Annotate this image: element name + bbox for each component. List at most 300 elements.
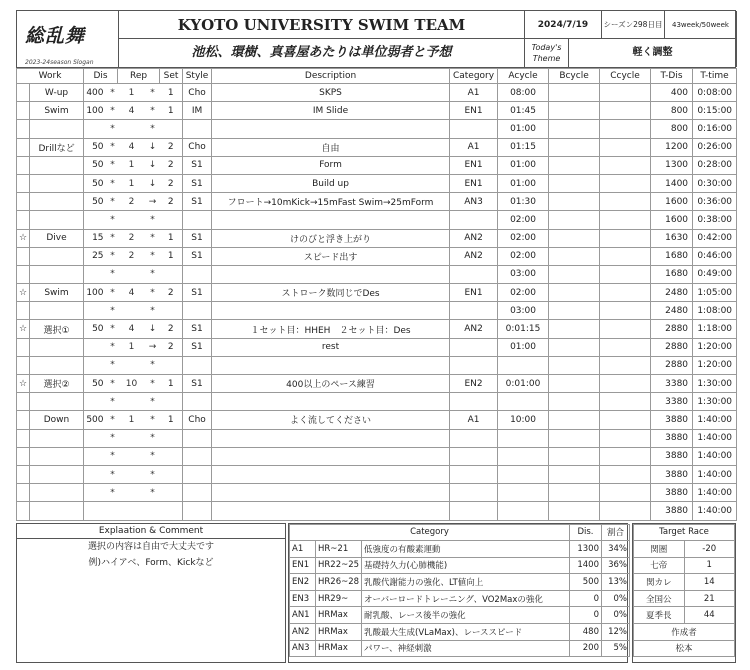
- bcycle-cell: [549, 484, 600, 502]
- rep-cell: 4: [118, 138, 146, 156]
- ccycle-cell: [600, 120, 651, 138]
- op-cell: *: [146, 375, 160, 393]
- table-row: [17, 375, 737, 393]
- col-tdis: T-Dis: [651, 69, 693, 84]
- star-marker: [17, 193, 30, 211]
- ccycle-cell: [600, 411, 651, 429]
- category-cell: A1: [450, 84, 498, 102]
- work-cell: Swim: [30, 102, 84, 120]
- category-hr: HR~21: [316, 541, 362, 558]
- dis-cell: 100: [84, 102, 108, 120]
- style-cell: S1: [183, 229, 212, 247]
- acycle-cell: 01:00: [498, 156, 549, 174]
- ccycle-cell: [600, 229, 651, 247]
- description-cell: [212, 211, 450, 229]
- table-row: [17, 84, 737, 102]
- category-cell: [450, 465, 498, 483]
- category-hr: HRMax: [316, 607, 362, 624]
- total-time-cell: 1:08:00: [693, 302, 737, 320]
- table-row: [17, 247, 737, 265]
- op-cell: *: [108, 265, 118, 283]
- dis-cell: 50: [84, 156, 108, 174]
- total-time-cell: 0:08:00: [693, 84, 737, 102]
- op-cell: *: [108, 465, 118, 483]
- work-cell: [30, 156, 84, 174]
- table-row: [17, 102, 737, 120]
- category-desc: 耐乳酸、レース後半の強化: [362, 607, 570, 624]
- race-name: 関カレ: [634, 574, 685, 591]
- style-cell: S1: [183, 247, 212, 265]
- op-cell: *: [146, 302, 160, 320]
- description-cell: Build up: [212, 174, 450, 192]
- op-cell: *: [108, 284, 118, 302]
- table-row: [17, 156, 737, 174]
- set-cell: 2: [160, 156, 183, 174]
- dis-cell: [84, 265, 108, 283]
- op-cell: *: [108, 229, 118, 247]
- category-pct: 13%: [602, 574, 630, 591]
- category-pct: 5%: [602, 640, 630, 657]
- category-code: AN2: [290, 624, 316, 641]
- category-cell: [450, 393, 498, 411]
- ccycle-cell: [600, 156, 651, 174]
- total-distance-cell: 1400: [651, 174, 693, 192]
- category-code: AN1: [290, 607, 316, 624]
- set-cell: [160, 120, 183, 138]
- acycle-cell: [498, 502, 549, 520]
- star-marker: [17, 302, 30, 320]
- bcycle-cell: [549, 393, 600, 411]
- category-dis: 0: [570, 607, 602, 624]
- dis-cell: 25: [84, 247, 108, 265]
- acycle-cell: 01:00: [498, 338, 549, 356]
- rep-cell: 1: [118, 338, 146, 356]
- op-cell: *: [146, 356, 160, 374]
- bcycle-cell: [549, 84, 600, 102]
- op-cell: *: [108, 174, 118, 192]
- rep-cell: 4: [118, 102, 146, 120]
- description-cell: [212, 465, 450, 483]
- author-name: 松本: [634, 640, 735, 657]
- style-cell: Cho: [183, 411, 212, 429]
- work-cell: [30, 174, 84, 192]
- op-cell: *: [108, 320, 118, 338]
- total-distance-cell: 3880: [651, 465, 693, 483]
- star-marker: [17, 247, 30, 265]
- explanation-line: 例)ハイアベ、Form、Kickなど: [88, 557, 214, 568]
- total-time-cell: 1:40:00: [693, 447, 737, 465]
- star-marker: [17, 447, 30, 465]
- category-row: [290, 541, 630, 558]
- target-race-row: [634, 574, 735, 591]
- category-cell: AN3: [450, 193, 498, 211]
- category-box: [288, 523, 628, 663]
- category-code: A1: [290, 541, 316, 558]
- rep-cell: [118, 302, 146, 320]
- ccycle-cell: [600, 393, 651, 411]
- style-cell: [183, 393, 212, 411]
- dis-cell: 400: [84, 84, 108, 102]
- work-cell: [30, 338, 84, 356]
- star-marker: [17, 429, 30, 447]
- rep-cell: [118, 393, 146, 411]
- set-cell: 2: [160, 193, 183, 211]
- ccycle-cell: [600, 284, 651, 302]
- table-row: [17, 320, 737, 338]
- acycle-cell: 01:45: [498, 102, 549, 120]
- category-cell: EN1: [450, 284, 498, 302]
- total-distance-cell: 1600: [651, 193, 693, 211]
- table-row: [17, 229, 737, 247]
- op-cell: *: [146, 120, 160, 138]
- col-work: Work: [17, 69, 84, 84]
- dis-cell: 500: [84, 411, 108, 429]
- category-cell: [450, 265, 498, 283]
- acycle-cell: 01:30: [498, 193, 549, 211]
- bcycle-cell: [549, 356, 600, 374]
- total-distance-cell: 3880: [651, 447, 693, 465]
- category-row: [290, 574, 630, 591]
- category-cell: [450, 502, 498, 520]
- race-name: 七帝: [634, 557, 685, 574]
- work-cell: Drillなど: [30, 138, 84, 156]
- dis-cell: 100: [84, 284, 108, 302]
- ccycle-cell: [600, 447, 651, 465]
- dis-cell: [84, 429, 108, 447]
- logo: [17, 11, 119, 67]
- category-cell: AN2: [450, 320, 498, 338]
- bcycle-cell: [549, 502, 600, 520]
- total-time-cell: 0:30:00: [693, 174, 737, 192]
- acycle-cell: [498, 393, 549, 411]
- total-time-cell: 1:40:00: [693, 465, 737, 483]
- category-hr: HRMax: [316, 624, 362, 641]
- category-cell: [450, 120, 498, 138]
- star-marker: [17, 156, 30, 174]
- category-cell: EN2: [450, 375, 498, 393]
- rep-cell: [118, 502, 146, 520]
- category-cell: A1: [450, 411, 498, 429]
- menu-table: [16, 68, 737, 521]
- category-hr: HRMax: [316, 640, 362, 657]
- acycle-cell: 10:00: [498, 411, 549, 429]
- category-desc: 低強度の有酸素運動: [362, 541, 570, 558]
- star-marker: [17, 484, 30, 502]
- description-cell: フロート→10mKick→15mFast Swim→25mForm: [212, 193, 450, 211]
- description-cell: よく流してください: [212, 411, 450, 429]
- target-race-title: Target Race: [634, 524, 735, 541]
- ccycle-cell: [600, 211, 651, 229]
- dis-cell: [84, 356, 108, 374]
- work-cell: [30, 465, 84, 483]
- ccycle-cell: [600, 174, 651, 192]
- op-cell: *: [108, 356, 118, 374]
- op-cell: *: [108, 429, 118, 447]
- set-cell: 2: [160, 174, 183, 192]
- logo-text: 総乱舞: [25, 25, 86, 47]
- col-ccycle: Ccycle: [600, 69, 651, 84]
- ccycle-cell: [600, 84, 651, 102]
- op-cell: *: [146, 429, 160, 447]
- style-cell: S1: [183, 284, 212, 302]
- description-cell: ストローク数同じでDes: [212, 284, 450, 302]
- op-cell: *: [108, 302, 118, 320]
- dis-cell: [84, 120, 108, 138]
- op-cell: *: [108, 138, 118, 156]
- set-cell: [160, 211, 183, 229]
- category-dis: 1400: [570, 557, 602, 574]
- dis-cell: [84, 502, 108, 520]
- category-cell: [450, 338, 498, 356]
- op-cell: ↓: [146, 320, 160, 338]
- table-row: [17, 138, 737, 156]
- acycle-cell: [498, 484, 549, 502]
- description-cell: IM Slide: [212, 102, 450, 120]
- set-cell: 1: [160, 375, 183, 393]
- target-race-row: [634, 541, 735, 558]
- ccycle-cell: [600, 356, 651, 374]
- col-acycle: Acycle: [498, 69, 549, 84]
- category-row: [290, 624, 630, 641]
- total-distance-cell: 1600: [651, 211, 693, 229]
- set-cell: 1: [160, 229, 183, 247]
- total-distance-cell: 400: [651, 84, 693, 102]
- style-cell: [183, 265, 212, 283]
- bcycle-cell: [549, 265, 600, 283]
- style-cell: Cho: [183, 138, 212, 156]
- work-cell: [30, 211, 84, 229]
- total-distance-cell: 1680: [651, 265, 693, 283]
- dis-cell: [84, 338, 108, 356]
- work-cell: Down: [30, 411, 84, 429]
- description-cell: [212, 484, 450, 502]
- op-cell: *: [108, 193, 118, 211]
- total-time-cell: 1:18:00: [693, 320, 737, 338]
- category-row: [290, 640, 630, 657]
- star-marker: [17, 138, 30, 156]
- col-category: Category: [450, 69, 498, 84]
- total-distance-cell: 3880: [651, 429, 693, 447]
- description-cell: [212, 120, 450, 138]
- dis-cell: 15: [84, 229, 108, 247]
- star-marker: [17, 411, 30, 429]
- style-cell: [183, 502, 212, 520]
- category-row: [290, 590, 630, 607]
- target-race-row: [634, 607, 735, 624]
- bcycle-cell: [549, 247, 600, 265]
- category-row: [290, 607, 630, 624]
- category-pct: 34%: [602, 541, 630, 558]
- total-distance-cell: 3880: [651, 502, 693, 520]
- category-hr: HR29~: [316, 590, 362, 607]
- op-cell: [108, 502, 118, 520]
- total-distance-cell: 3880: [651, 411, 693, 429]
- work-cell: [30, 393, 84, 411]
- star-marker: ☆: [17, 229, 30, 247]
- dis-cell: 50: [84, 174, 108, 192]
- ccycle-cell: [600, 375, 651, 393]
- theme-label: Today's Theme: [525, 39, 569, 67]
- ccycle-cell: [600, 102, 651, 120]
- set-cell: 2: [160, 320, 183, 338]
- category-code: EN2: [290, 574, 316, 591]
- bcycle-cell: [549, 429, 600, 447]
- rep-cell: [118, 120, 146, 138]
- total-distance-cell: 1630: [651, 229, 693, 247]
- star-marker: ☆: [17, 320, 30, 338]
- style-cell: [183, 211, 212, 229]
- total-time-cell: 1:40:00: [693, 411, 737, 429]
- category-hr: HR22~25: [316, 557, 362, 574]
- op-cell: *: [146, 284, 160, 302]
- total-time-cell: 0:49:00: [693, 265, 737, 283]
- acycle-cell: 08:00: [498, 84, 549, 102]
- category-cell: [450, 211, 498, 229]
- target-race-row: [634, 590, 735, 607]
- rep-cell: 1: [118, 411, 146, 429]
- bcycle-cell: [549, 375, 600, 393]
- dis-cell: 50: [84, 193, 108, 211]
- set-cell: 1: [160, 247, 183, 265]
- rep-cell: [118, 211, 146, 229]
- category-desc: 基礎持久力(心肺機能): [362, 557, 570, 574]
- total-time-cell: 1:40:00: [693, 484, 737, 502]
- star-marker: [17, 174, 30, 192]
- category-dis: 0: [570, 590, 602, 607]
- race-name: 全国公: [634, 590, 685, 607]
- explanation-box: [16, 523, 286, 663]
- category-pct: 36%: [602, 557, 630, 574]
- op-cell: *: [146, 84, 160, 102]
- category-pct-label: 割合: [602, 524, 630, 541]
- race-days: 44: [684, 607, 735, 624]
- category-desc: パワー、神経刺激: [362, 640, 570, 657]
- style-cell: [183, 356, 212, 374]
- description-cell: 400以上のペース練習: [212, 375, 450, 393]
- category-header: [290, 524, 630, 541]
- work-cell: [30, 502, 84, 520]
- op-cell: *: [108, 375, 118, 393]
- description-cell: １セット目：HHEH ２セット目：Des: [212, 320, 450, 338]
- category-code: EN3: [290, 590, 316, 607]
- category-code: EN1: [290, 557, 316, 574]
- acycle-cell: 02:00: [498, 284, 549, 302]
- total-time-cell: 0:38:00: [693, 211, 737, 229]
- set-cell: [160, 265, 183, 283]
- total-time-cell: 0:16:00: [693, 120, 737, 138]
- rep-cell: [118, 429, 146, 447]
- category-cell: EN1: [450, 102, 498, 120]
- race-days: 21: [684, 590, 735, 607]
- set-cell: 2: [160, 138, 183, 156]
- op-cell: *: [146, 447, 160, 465]
- op-cell: *: [108, 447, 118, 465]
- acycle-cell: 02:00: [498, 229, 549, 247]
- op-cell: →: [146, 193, 160, 211]
- bcycle-cell: [549, 284, 600, 302]
- style-cell: S1: [183, 174, 212, 192]
- total-time-cell: 1:30:00: [693, 375, 737, 393]
- col-rep: Rep: [118, 69, 160, 84]
- star-marker: [17, 211, 30, 229]
- op-cell: *: [108, 84, 118, 102]
- category-table: [289, 524, 630, 658]
- total-distance-cell: 800: [651, 102, 693, 120]
- race-name: 夏季長: [634, 607, 685, 624]
- table-row: [17, 393, 737, 411]
- op-cell: *: [146, 211, 160, 229]
- acycle-cell: 01:00: [498, 174, 549, 192]
- table-row: [17, 447, 737, 465]
- dis-cell: 50: [84, 138, 108, 156]
- op-cell: ↓: [146, 138, 160, 156]
- dis-cell: 50: [84, 375, 108, 393]
- table-row: [17, 502, 737, 520]
- col-bcycle: Bcycle: [549, 69, 600, 84]
- col-description: Description: [212, 69, 450, 84]
- description-cell: [212, 393, 450, 411]
- race-days: -20: [684, 541, 735, 558]
- table-row: [17, 465, 737, 483]
- style-cell: S1: [183, 375, 212, 393]
- race-days: 14: [684, 574, 735, 591]
- style-cell: Cho: [183, 84, 212, 102]
- work-cell: 選択②: [30, 375, 84, 393]
- op-cell: *: [146, 484, 160, 502]
- star-marker: [17, 265, 30, 283]
- acycle-cell: 02:00: [498, 211, 549, 229]
- total-distance-cell: 1300: [651, 156, 693, 174]
- total-time-cell: 1:30:00: [693, 393, 737, 411]
- bcycle-cell: [549, 193, 600, 211]
- style-cell: S1: [183, 338, 212, 356]
- set-cell: 1: [160, 84, 183, 102]
- op-cell: *: [108, 102, 118, 120]
- acycle-cell: 01:15: [498, 138, 549, 156]
- logo-subtitle: 2023-24season Slogan: [25, 59, 94, 66]
- bcycle-cell: [549, 302, 600, 320]
- op-cell: *: [108, 338, 118, 356]
- bcycle-cell: [549, 411, 600, 429]
- work-cell: 選択①: [30, 320, 84, 338]
- table-row: [17, 356, 737, 374]
- acycle-cell: 0:01:00: [498, 375, 549, 393]
- total-time-cell: 1:20:00: [693, 338, 737, 356]
- author-label: 作成者: [634, 624, 735, 641]
- table-row: [17, 193, 737, 211]
- category-pct: 0%: [602, 590, 630, 607]
- style-cell: [183, 429, 212, 447]
- ccycle-cell: [600, 429, 651, 447]
- work-cell: [30, 429, 84, 447]
- work-cell: Dive: [30, 229, 84, 247]
- category-dis: 1300: [570, 541, 602, 558]
- bcycle-cell: [549, 338, 600, 356]
- col-dis: Dis: [84, 69, 118, 84]
- style-cell: [183, 120, 212, 138]
- total-time-cell: 0:28:00: [693, 156, 737, 174]
- bcycle-cell: [549, 465, 600, 483]
- work-cell: [30, 247, 84, 265]
- description-cell: rest: [212, 338, 450, 356]
- dis-cell: 50: [84, 320, 108, 338]
- theme-value: 軽く調整: [569, 39, 737, 67]
- set-cell: 2: [160, 284, 183, 302]
- category-title: Category: [290, 524, 570, 541]
- description-cell: 自由: [212, 138, 450, 156]
- star-marker: [17, 84, 30, 102]
- col-style: Style: [183, 69, 212, 84]
